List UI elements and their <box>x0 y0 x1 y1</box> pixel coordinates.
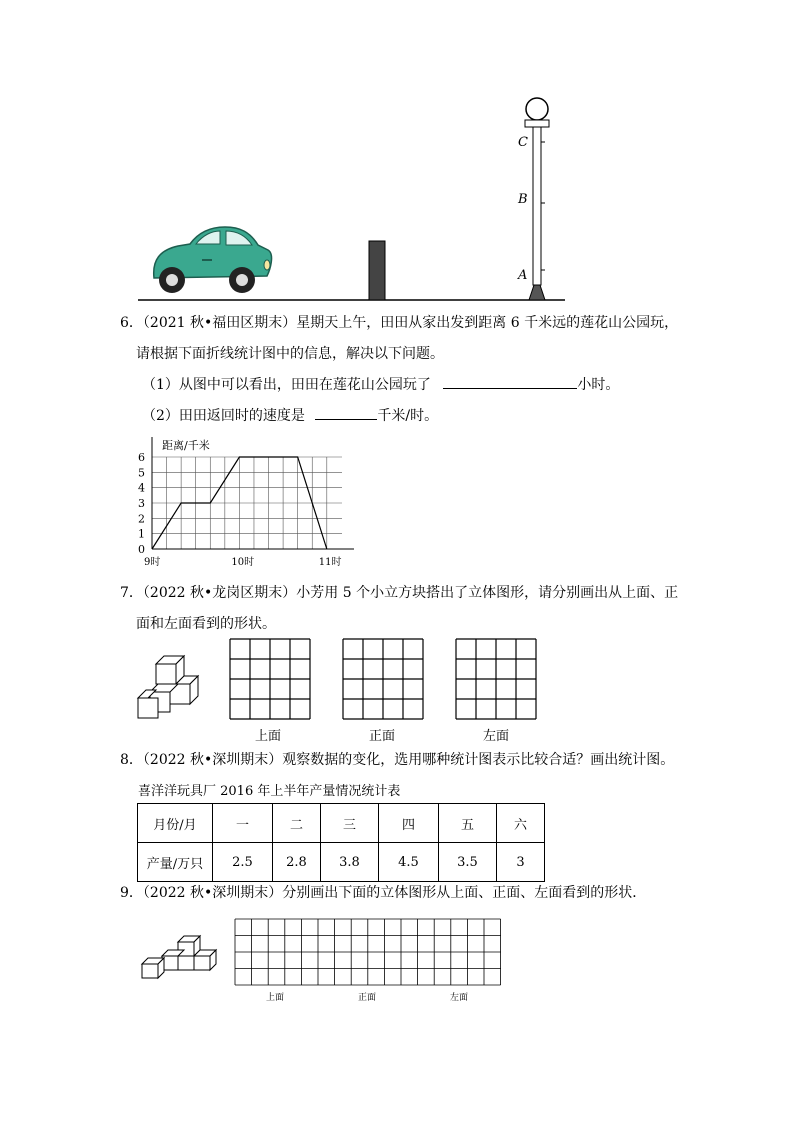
y-tick-6: 6 <box>138 451 145 464</box>
y-tick-4: 4 <box>138 481 145 495</box>
table-row <box>138 804 545 843</box>
q6-text: 星期天上午，田田从家出发到距离 6 千米远的莲花山公园玩， <box>296 315 679 331</box>
table-cell: 一 <box>213 804 273 843</box>
q6-sub2 <box>142 405 438 425</box>
table-cell: 六 <box>497 804 545 843</box>
q8-data-table <box>137 803 545 882</box>
x-tick-9: 9时 <box>144 557 161 568</box>
table-cell: 3 <box>497 843 545 882</box>
table-header-output: 产量/万只 <box>138 843 213 882</box>
y-tick-2: 2 <box>138 512 145 526</box>
table-cell: 二 <box>273 804 321 843</box>
car-illustration <box>154 227 272 293</box>
q6-source: （2021 秋•福田区期末） <box>142 315 297 331</box>
q8-line-1 <box>120 749 674 769</box>
q9-source: （2022 秋•深圳期末） <box>142 885 283 901</box>
wall-block <box>369 241 385 300</box>
lamp-post <box>525 98 549 300</box>
q7-label-top: 上面 <box>255 729 282 744</box>
table-cell: 2.5 <box>213 843 273 882</box>
q7-number: 7． <box>120 585 143 601</box>
q9-number: 9． <box>120 885 143 901</box>
q7-source: （2022 秋•龙岗区期末） <box>142 585 297 601</box>
q6-line-2: 请根据下面折线统计图中的信息，解决以下问题。 <box>136 346 444 362</box>
q7-label-front: 正面 <box>369 729 396 744</box>
q6-sub1 <box>142 374 619 394</box>
q6-sub1-suffix: 小时。 <box>577 377 620 393</box>
q8-text: 观察数据的变化，选用哪种统计图表示比较合适？画出统计图。 <box>282 752 675 768</box>
table-cell: 四 <box>379 804 439 843</box>
point-label-b: B <box>518 192 528 207</box>
table-cell: 3.5 <box>439 843 497 882</box>
q6-sub1-answer-blank[interactable] <box>443 376 577 389</box>
q7-line-2: 面和左面看到的形状。 <box>136 616 276 632</box>
q7-grid-top[interactable] <box>229 638 311 720</box>
q9-line-1 <box>120 882 646 902</box>
q9-cube-figure <box>138 932 222 984</box>
table-cell: 2.8 <box>273 843 321 882</box>
q9-label-left: 左面 <box>450 993 469 1003</box>
q7-grid-left[interactable] <box>455 638 537 720</box>
point-label-a: A <box>518 268 528 283</box>
q8-number: 8． <box>120 752 143 768</box>
x-tick-11: 11时 <box>318 557 342 568</box>
q7-line-1 <box>120 582 678 602</box>
q6-sub2-answer-blank[interactable] <box>315 407 377 420</box>
y-tick-1: 1 <box>138 527 145 541</box>
y-tick-5: 5 <box>138 466 145 480</box>
y-tick-3: 3 <box>138 497 145 510</box>
table-row <box>138 843 545 882</box>
q8-table-title: 喜洋洋玩具厂 2016 年上半年产量情况统计表 <box>138 784 401 799</box>
q6-line-1 <box>120 312 678 332</box>
y-tick-0: 0 <box>138 543 145 556</box>
q9-text: 分别画出下面的立体图形从上面、正面、左面看到的形状． <box>282 885 647 901</box>
q7-text: 小芳用 5 个小立方块搭出了立体图形，请分别画出从上面、正 <box>296 585 679 601</box>
q7-label-left: 左面 <box>483 729 510 744</box>
q7-grid-front[interactable] <box>342 638 424 720</box>
table-cell: 4.5 <box>379 843 439 882</box>
point-label-c: C <box>518 135 528 150</box>
table-cell: 3.8 <box>321 843 379 882</box>
q7-cube-figure <box>134 650 206 720</box>
table-cell: 五 <box>439 804 497 843</box>
table-header-month: 月份/月 <box>138 804 213 843</box>
q6-sub2-suffix: 千米/时。 <box>377 408 439 424</box>
q9-label-front: 正面 <box>358 993 377 1003</box>
car-wall-lamp-scene <box>130 90 580 305</box>
q6-sub2-prefix: （2）田田返回时的速度是 <box>142 408 305 424</box>
chart-y-ticks <box>138 451 145 556</box>
chart-x-ticks <box>144 555 342 568</box>
distance-line-chart <box>126 433 366 571</box>
table-cell: 三 <box>321 804 379 843</box>
chart-y-label: 距离/千米 <box>162 439 210 452</box>
q8-source: （2022 秋•深圳期末） <box>142 752 283 768</box>
q9-drawing-grid[interactable] <box>234 918 504 988</box>
q6-sub1-prefix: （1）从图中可以看出，田田在莲花山公园玩了 <box>142 377 431 393</box>
q9-label-top: 上面 <box>266 993 285 1003</box>
x-tick-10: 10时 <box>231 557 255 568</box>
q6-number: 6． <box>120 315 143 331</box>
